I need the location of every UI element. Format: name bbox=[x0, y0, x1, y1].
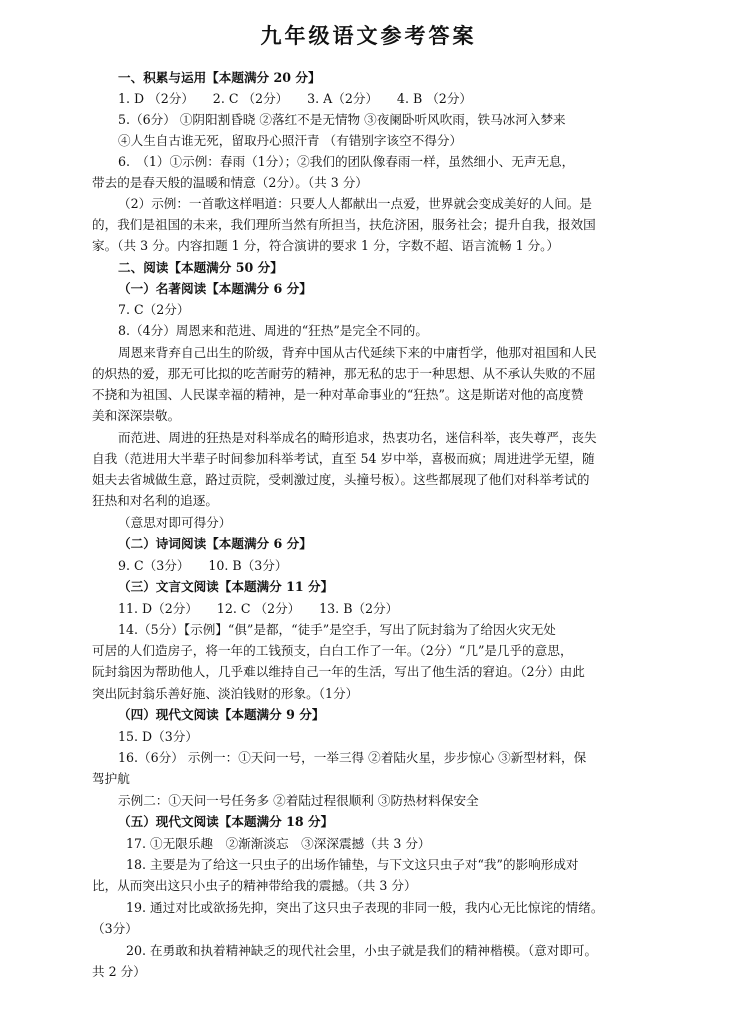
section-heading: 二、阅读【本题满分 50 分】 bbox=[118, 260, 283, 275]
answer-line: 带去的是春天般的温暖和情意（2分）。（共 3 分） bbox=[92, 175, 368, 190]
answer-line: 11. D（2分） 12. C （2分） 13. B（2分） bbox=[118, 601, 399, 616]
answer-line: 狂热和对名利的追逐。 bbox=[92, 493, 218, 508]
answer-line: 比，从而突出这只小虫子的精神带给我的震撼。（共 3 分） bbox=[92, 878, 417, 893]
answer-line: 7. C（2分） bbox=[118, 302, 190, 317]
subsection-heading: （三）文言文阅读【本题满分 11 分】 bbox=[118, 579, 334, 594]
subsection-heading: （一）名著阅读【本题满分 6 分】 bbox=[118, 281, 312, 296]
answer-line: 1. D （2分） 2. C （2分） 3. A（2分） 4. B （2分） bbox=[118, 91, 473, 106]
answer-line: 美和深深崇敬。 bbox=[92, 408, 181, 423]
answer-line: 的炽热的爱，那无可比拟的吃苦耐劳的精神，那无私的忠于一种思想、从不承认失败的不屈 bbox=[92, 366, 596, 381]
page-title: 九年级语文参考答案 bbox=[260, 24, 477, 48]
answer-line: 驾护航 bbox=[92, 771, 130, 786]
answer-line: 周恩来背弃自己出生的阶级，背弃中国从古代延续下来的中庸哲学，他那对祖国和人民 bbox=[118, 345, 597, 360]
subsection-heading: （四）现代文阅读【本题满分 9 分】 bbox=[118, 707, 325, 722]
answer-line: 6. （1）①示例：春雨（1分）；②我们的团队像春雨一样，虽然细小、无声无息， bbox=[118, 154, 575, 169]
answer-line: 而范进、周进的狂热是对科举成名的畸形追求，热衷功名，迷信科举，丧失尊严，丧失 bbox=[118, 430, 597, 445]
answer-line: （3分） bbox=[92, 921, 138, 936]
answer-line: 19. 通过对比或欲扬先抑，突出了这只虫子表现的非同一般，我内心无比惊诧的情绪。 bbox=[126, 900, 604, 915]
answer-line: 可居的人们造房子，将一年的工钱预支，白白工作了一年。（2分）“几”是几乎的意思， bbox=[92, 643, 573, 658]
answer-line: 5.（6分） ①阴阳割昏晓 ②落红不是无情物 ③夜阑卧听风吹雨，铁马冰河入梦来 bbox=[118, 112, 566, 127]
answer-line: 15. D（3分） bbox=[118, 729, 198, 744]
answer-line: 20. 在勇敢和执着精神缺乏的现代社会里，小虫子就是我们的精神楷模。（意对即可。 bbox=[126, 943, 598, 958]
answer-line: 14.（5分）【示例】“俱”是都，“徒手”是空手，写出了阮封翁为了给因火灾无处 bbox=[118, 622, 556, 637]
answer-line: 姐夫去省城做生意，路过贡院，受刺激过度，头撞号板）。这些都展现了他们对科举考试的 bbox=[92, 472, 590, 487]
answer-line: 阮封翁因为帮助他人，几乎难以维持自己一年的生活，写出了他生活的窘迫。（2分）由此 bbox=[92, 664, 585, 679]
answer-line: 突出阮封翁乐善好施、淡泊钱财的形象。（1分） bbox=[92, 686, 359, 701]
answer-line: 17. ①无限乐趣 ②渐渐淡忘 ③深深震撼（共 3 分） bbox=[126, 836, 431, 851]
answer-line: 16.（6分） 示例一：①天问一号，一举三得 ②着陆火星，步步惊心 ③新型材料，保 bbox=[118, 750, 587, 765]
subsection-heading: （二）诗词阅读【本题满分 6 分】 bbox=[118, 536, 312, 551]
answer-line: ④人生自古谁无死，留取丹心照汗青 （有错别字该空不得分） bbox=[118, 133, 463, 148]
answer-line: 共 2 分） bbox=[92, 964, 146, 979]
answer-line: 自我（范进用大半辈子时间参加科举考试，直至 54 岁中举，喜极而疯；周进进学无望，随 bbox=[92, 451, 595, 466]
subsection-heading: （五）现代文阅读【本题满分 18 分】 bbox=[118, 814, 334, 829]
answer-line: （意思对即可得分） bbox=[118, 515, 232, 530]
answer-line: 18. 主要是为了给这一只虫子的出场作铺垫，与下文这只虫子对“我”的影响形成对 bbox=[126, 857, 579, 872]
section-heading: 一、积累与运用【本题满分 20 分】 bbox=[118, 70, 321, 85]
answer-line: 不挠和为祖国、人民谋幸福的精神，是一种对革命事业的“狂热”。这是斯诺对他的高度赞 bbox=[92, 387, 584, 402]
answer-line: 9. C（3分） 10. B（3分） bbox=[118, 558, 288, 573]
answer-line: （2）示例：一首歌这样唱道：只要人人都献出一点爱，世界就会变成美好的人间。是 bbox=[118, 196, 592, 211]
answer-line: 8.（4分）周恩来和范进、周进的“狂热”是完全不同的。 bbox=[118, 323, 428, 338]
answer-line: 示例二：①天问一号任务多 ②着陆过程很顺利 ③防热材料保安全 bbox=[118, 793, 479, 808]
answer-line: 的，我们是祖国的未来，我们理所当然有所担当，扶危济困，服务社会；提升自我，报效国 bbox=[92, 217, 596, 232]
answer-line: 家。（共 3 分。内容扣题 1 分，符合演讲的要求 1 分，字数不超、语言流畅 1 分。） bbox=[92, 238, 560, 253]
